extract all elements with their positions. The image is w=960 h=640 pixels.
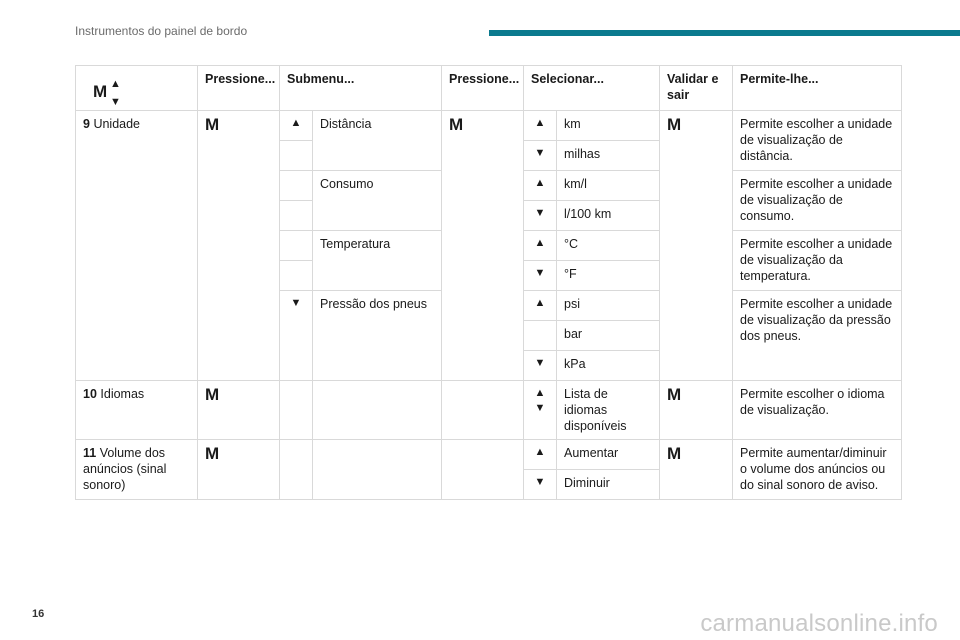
arrow-cell [524,141,557,171]
arrow-cell [524,231,557,261]
empty-cell [313,381,442,440]
down-arrow-icon: ▼ [534,207,546,219]
up-arrow-icon: ▲ [290,117,302,129]
arrow-cell [524,470,557,500]
arrow-cell [280,291,313,381]
option-fahrenheit: °F [557,261,660,291]
arrow-cell [524,171,557,201]
down-arrow-icon: ▼ [534,267,546,279]
col-header-allows: Permite-lhe... [733,66,902,111]
m-button-icon: M [205,385,220,404]
down-arrow-icon: ▼ [534,147,546,159]
empty-cell [442,381,524,440]
m-button-icon: M [667,385,682,404]
arrow-cell [524,291,557,321]
col-header-press-2: Pressione... [442,66,524,111]
empty-arrow-cell [524,321,557,351]
desc-temperature: Permite escolher a unidade de visualização da temperatura. [733,231,902,291]
section-languages-label: 10 Idiomas [76,381,198,440]
col-header-press: Pressione... [198,66,280,111]
col-header-submenu: Submenu... [280,66,442,111]
up-arrow-icon: ▲ [534,117,546,129]
option-l-100km: l/100 km [557,201,660,231]
arrow-cell [524,201,557,231]
m-button-icon: M [205,115,220,134]
empty-cell [280,381,313,440]
empty-arrow-cell [280,171,313,201]
m-button-cell [660,381,733,440]
empty-cell [280,440,313,500]
option-kpa: kPa [557,351,660,381]
section-unit-label: 9 Unidade [76,111,198,381]
arrow-cell [280,111,313,141]
option-miles: milhas [557,141,660,171]
desc-pressure: Permite escolher a unidade de visualização da pressão dos pneus. [733,291,902,381]
down-arrow-icon: ▼ [534,357,546,369]
m-button-cell [660,111,733,381]
up-arrow-icon: ▲ [534,177,546,189]
option-increase: Aumentar [557,440,660,470]
table-header-row [76,66,902,111]
option-km-l: km/l [557,171,660,201]
m-button-icon: M [205,444,220,463]
m-button-icon: M [667,115,682,134]
menu-settings-table [75,65,902,500]
option-bar: bar [557,321,660,351]
m-button-cell [198,440,280,500]
arrow-cell [524,351,557,381]
up-arrow-icon: ▲ [534,237,546,249]
table-row [76,440,902,470]
empty-cell [313,440,442,500]
m-button-icon: M [93,82,108,101]
col-header-select: Selecionar... [524,66,660,111]
empty-cell [442,440,524,500]
watermark: carmanualsonline.info [700,610,938,637]
empty-arrow-cell [280,141,313,171]
submenu-temperature: Temperatura [313,231,442,291]
header-m-arrows-cell [76,66,198,111]
submenu-tyre-pressure: Pressão dos pneus [313,291,442,381]
option-language-list: Lista de idiomas disponíveis [557,381,660,440]
running-head: Instrumentos do painel de bordo [75,24,248,38]
down-arrow-icon: ▼ [110,96,121,108]
empty-arrow-cell [280,201,313,231]
option-celsius: °C [557,231,660,261]
up-arrow-icon: ▲ [534,446,546,458]
desc-consumption: Permite escolher a unidade de visualização de consumo. [733,171,902,231]
page-number: 16 [32,608,45,620]
option-psi: psi [557,291,660,321]
down-arrow-icon: ▼ [534,476,546,488]
desc-volume: Permite aumentar/diminuir o volume dos anúncios ou do sinal sonoro de aviso. [733,440,902,500]
arrow-cell [524,261,557,291]
header-accent-bar [489,30,960,36]
up-arrow-icon: ▲ [110,78,121,90]
arrow-cell [524,111,557,141]
down-arrow-icon: ▼ [290,297,302,309]
m-button-cell [198,381,280,440]
m-button-cell [198,111,280,381]
table-row [76,381,902,440]
desc-languages: Permite escolher o idioma de visualização. [733,381,902,440]
down-arrow-icon: ▼ [534,402,546,414]
arrow-cell [524,381,557,440]
submenu-distance: Distância [313,111,442,171]
table-row [76,111,902,141]
option-decrease: Diminuir [557,470,660,500]
empty-arrow-cell [280,231,313,261]
section-volume-label: 11 Volume dos anúncios (sinal sonoro) [76,440,198,500]
option-km: km [557,111,660,141]
up-arrow-icon: ▲ [534,387,546,399]
submenu-consumption: Consumo [313,171,442,231]
empty-arrow-cell [280,261,313,291]
m-button-cell [442,111,524,381]
arrow-cell [524,440,557,470]
m-button-icon: M [667,444,682,463]
desc-distance: Permite escolher a unidade de visualização de distância. [733,111,902,171]
up-arrow-icon: ▲ [534,297,546,309]
col-header-validate: Validar e sair [660,66,733,111]
m-button-icon: M [449,115,464,134]
m-button-cell [660,440,733,500]
